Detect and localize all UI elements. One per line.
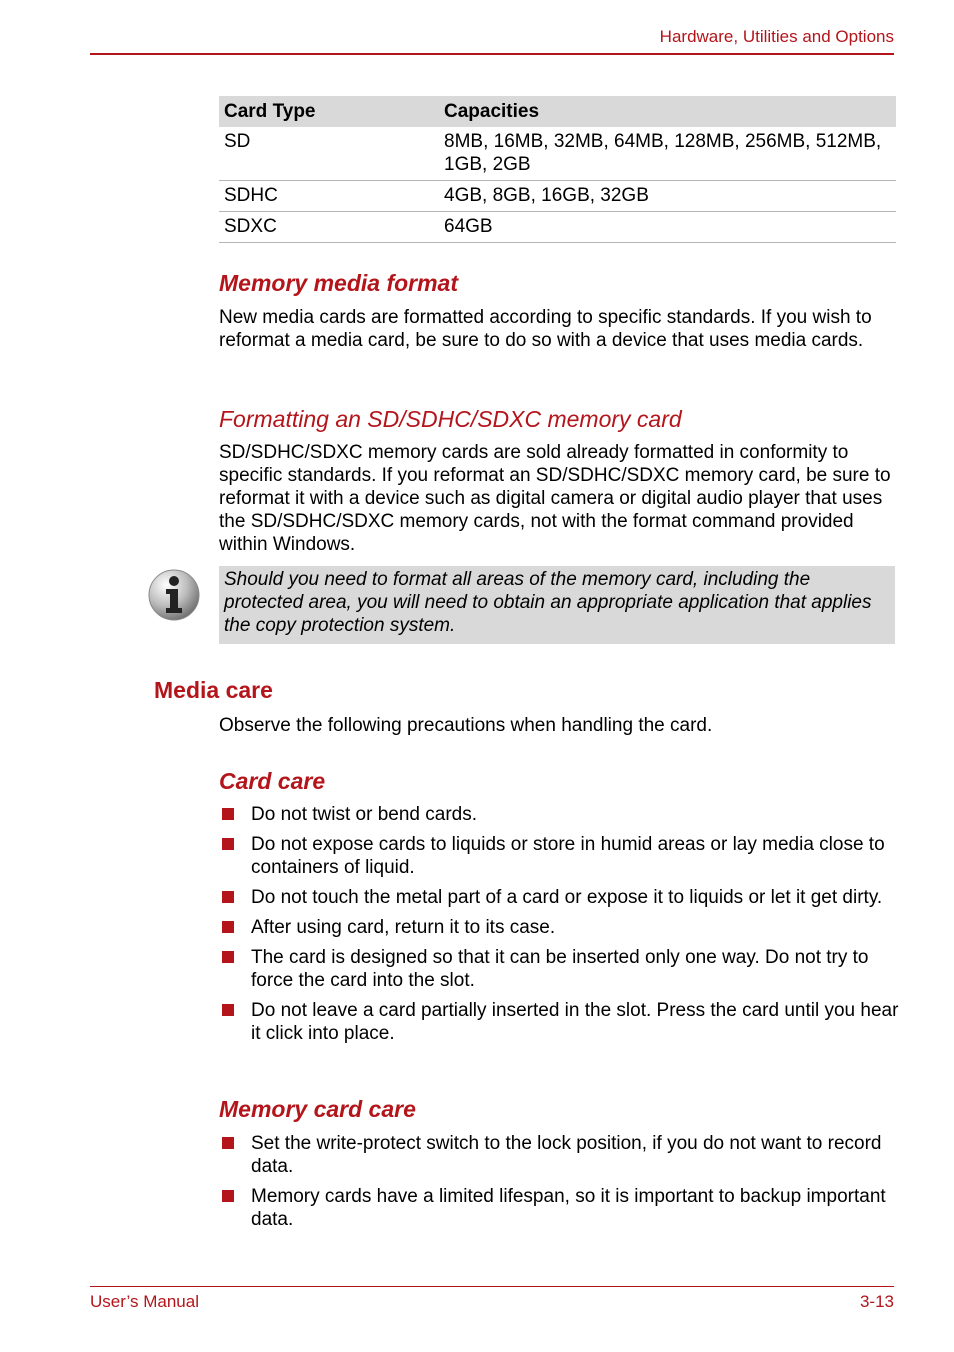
list-item-text: After using card, return it to its case. — [251, 917, 556, 938]
list-item — [219, 1185, 899, 1231]
table-header-capacities: Capacities — [439, 96, 896, 127]
formatting-body: SD/SDHC/SDXC memory cards are sold already formatted in conformity to specific standards. If you reformat an SD/SDHC/SDXC memory card, be sure to reformat it with a device such as digital camera or digital audio player that uses the SD/SDHC/SDXC memory cards, not with the format command provided within Windows. — [219, 442, 891, 555]
list-item — [219, 833, 899, 879]
table-row — [219, 212, 896, 243]
list-item-text: Set the write-protect switch to the lock position, if you do not want to record data. — [251, 1133, 882, 1177]
media-care-intro: Observe the following precautions when handling the card. — [219, 715, 713, 736]
table-cell-capacities: 64GB — [439, 212, 896, 243]
bullet-square-icon — [222, 808, 234, 820]
bullet-square-icon — [222, 1190, 234, 1202]
memory-card-care-heading: Memory card care — [219, 1096, 416, 1122]
bullet-square-icon — [222, 951, 234, 963]
media-care-heading: Media care — [154, 677, 273, 703]
table-header-row — [219, 96, 896, 127]
list-item — [219, 803, 899, 826]
list-item — [219, 999, 899, 1045]
table-row — [219, 127, 896, 181]
note-box — [219, 566, 895, 644]
memory-media-format-heading: Memory media format — [219, 270, 459, 296]
card-capacity-table — [219, 96, 896, 243]
list-item-text: Do not expose cards to liquids or store in humid areas or lay media close to containers of liquid. — [251, 834, 885, 878]
header-rule — [90, 53, 894, 55]
bullet-square-icon — [222, 838, 234, 850]
info-icon — [147, 568, 201, 622]
table-header-card-type: Card Type — [219, 96, 439, 127]
table-cell-card-type: SDHC — [219, 181, 439, 212]
card-care-list — [219, 803, 899, 1052]
list-item — [219, 886, 899, 909]
footer-rule — [90, 1286, 894, 1287]
footer-manual-title: User’s Manual — [90, 1292, 199, 1311]
list-item-text: Do not twist or bend cards. — [251, 804, 477, 825]
bullet-square-icon — [222, 1137, 234, 1149]
formatting-heading: Formatting an SD/SDHC/SDXC memory card — [219, 406, 682, 432]
note-text: Should you need to format all areas of the memory card, including the protected area, you will need to obtain an appropriate application that applies the copy protection system. — [224, 569, 872, 636]
bullet-square-icon — [222, 921, 234, 933]
running-header: Hardware, Utilities and Options — [659, 27, 894, 46]
list-item-text: The card is designed so that it can be inserted only one way. Do not try to force the card into the slot. — [251, 947, 869, 991]
memory-card-care-list — [219, 1132, 899, 1238]
table-row — [219, 181, 896, 212]
list-item — [219, 916, 899, 939]
bullet-square-icon — [222, 1004, 234, 1016]
table-cell-capacities: 8MB, 16MB, 32MB, 64MB, 128MB, 256MB, 512MB, 1GB, 2GB — [439, 127, 896, 181]
list-item-text: Memory cards have a limited lifespan, so it is important to backup important data. — [251, 1186, 886, 1230]
list-item — [219, 946, 899, 992]
list-item — [219, 1132, 899, 1178]
list-item-text: Do not touch the metal part of a card or expose it to liquids or let it get dirty. — [251, 887, 883, 908]
table-cell-card-type: SDXC — [219, 212, 439, 243]
table-cell-card-type: SD — [219, 127, 439, 181]
page-number: 3-13 — [859, 1292, 894, 1311]
memory-media-format-body: New media cards are formatted according to specific standards. If you wish to reformat a media card, be sure to do so with a device that uses media cards. — [219, 307, 872, 351]
bullet-square-icon — [222, 891, 234, 903]
card-care-heading: Card care — [219, 768, 326, 794]
list-item-text: Do not leave a card partially inserted in the slot. Press the card until you hear it click into place. — [251, 1000, 899, 1044]
table-cell-capacities: 4GB, 8GB, 16GB, 32GB — [439, 181, 896, 212]
